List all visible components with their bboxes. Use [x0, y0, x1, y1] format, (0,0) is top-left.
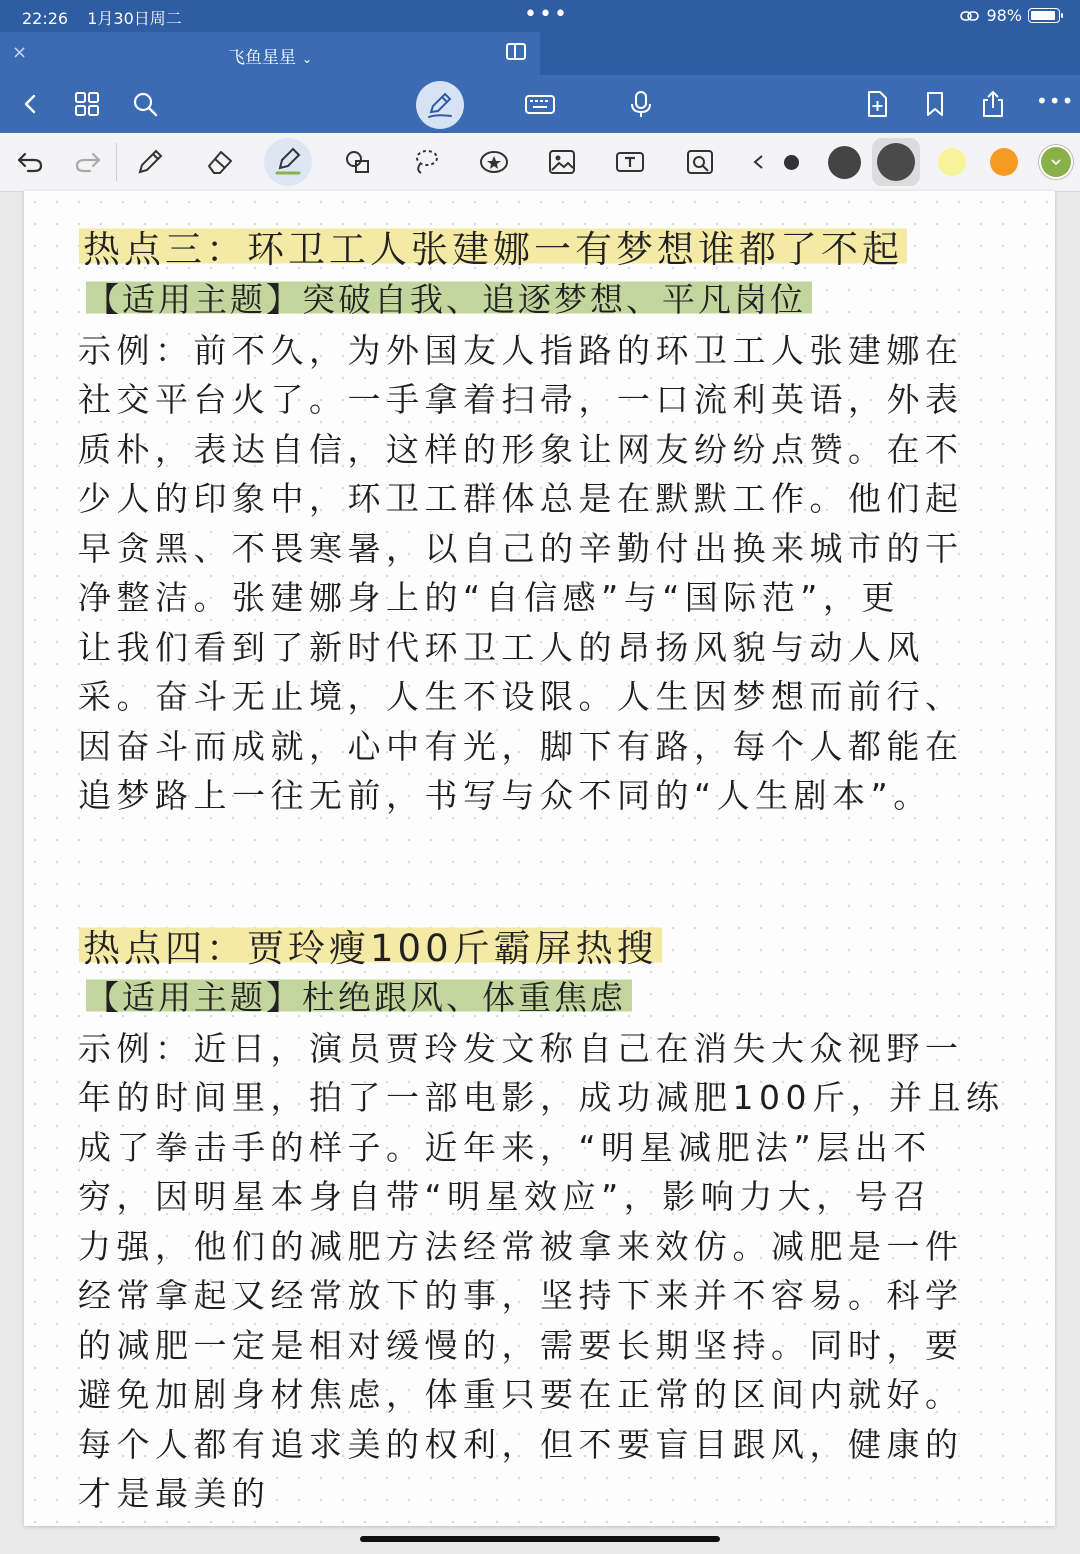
split-view-icon[interactable] [506, 43, 526, 60]
section4-line: 避免加剧身材焦虑，体重只要在正常的区间内就好。 [78, 1375, 964, 1414]
size-medium-swatch[interactable] [828, 146, 861, 179]
chevron-down-icon [1050, 158, 1062, 166]
pen-mode-button[interactable] [416, 81, 464, 129]
section3-heading: 热点三：环卫工人张建娜一有梦想谁都了不起 [79, 219, 907, 273]
section3-line: 让我们看到了新时代环卫工人的昂扬风貌与动人风 [78, 628, 925, 667]
microphone-icon[interactable] [626, 89, 656, 119]
zoom-icon[interactable] [684, 146, 716, 178]
section4-heading: 热点四：贾玲瘦100斤霸屏热搜 [79, 918, 662, 972]
status-right [960, 6, 1060, 25]
section4-line: 年的时间里，拍了一部电影，成功减肥100斤，并且练 [78, 1078, 1005, 1117]
section3-line: 示例：前不久，为外国友人指路的环卫工人张建娜在 [78, 331, 964, 370]
section3-subheading: 【适用主题】突破自我、追逐梦想、平凡岗位 [86, 274, 812, 321]
eraser-icon[interactable] [204, 146, 236, 178]
document-tab[interactable] [0, 32, 540, 75]
link-icon [960, 9, 980, 23]
close-tab-icon[interactable]: × [12, 42, 28, 63]
share-icon[interactable] [978, 89, 1008, 119]
section3-line: 因奋斗而成就，心中有光，脚下有路，每个人都能在 [78, 727, 964, 766]
highlighter-icon [272, 146, 304, 178]
pen-icon[interactable] [134, 146, 166, 178]
status-time: 22:26 [22, 9, 69, 28]
section3-line: 社交平台火了。一手拿着扫帚，一口流利英语，外表 [78, 380, 964, 419]
tab-title[interactable] [228, 43, 312, 68]
add-page-icon[interactable] [862, 89, 892, 119]
chevron-left-icon[interactable] [16, 89, 46, 119]
note-page[interactable] [24, 191, 1055, 1526]
section3-line: 采。奋斗无止境，人生不设限。人生因梦想而前行、 [78, 677, 964, 716]
section3-line: 质朴，表达自信，这样的形象让网友纷纷点赞。在不 [78, 430, 964, 469]
color-yellow-swatch[interactable] [938, 148, 966, 176]
status-date: 1月30日周二 [87, 9, 182, 28]
section4-line: 经常拿起又经常放下的事，坚持下来并不容易。科学 [78, 1276, 964, 1315]
section3-line: 少人的印象中，环卫工群体总是在默默工作。他们起 [78, 479, 964, 518]
shapes-icon[interactable] [342, 146, 374, 178]
undo-icon[interactable] [14, 146, 46, 178]
status-bar [0, 0, 1080, 32]
redo-icon[interactable] [72, 146, 104, 178]
multitask-dots[interactable]: ••• [524, 2, 569, 27]
sticker-icon[interactable] [478, 146, 510, 178]
section4-line: 成了拳击手的样子。近年来，“明星减肥法”层出不 [78, 1128, 932, 1167]
highlighter-button[interactable] [264, 138, 312, 186]
battery-level [1031, 11, 1055, 20]
keyboard-icon[interactable] [524, 89, 556, 119]
lasso-icon[interactable] [410, 146, 442, 178]
section4-line: 穷，因明星本身自带“明星效应”，影响力大，号召 [78, 1177, 932, 1216]
image-icon[interactable] [546, 146, 578, 178]
tool-separator [116, 143, 117, 181]
tab-title-text: 飞鱼星星 [228, 48, 296, 68]
grid-icon[interactable] [72, 89, 102, 119]
chevron-down-icon: ⌄ [302, 52, 313, 66]
tab-strip [0, 32, 1080, 75]
color-green-swatch[interactable] [1041, 147, 1071, 177]
chevron-left-icon[interactable] [750, 146, 766, 178]
bookmark-icon[interactable] [920, 89, 950, 119]
section3-line: 早贪黑、不畏寒暑，以自己的辛勤付出换来城市的干 [78, 529, 964, 568]
battery-icon [1028, 8, 1060, 23]
size-large-swatch[interactable] [877, 143, 915, 181]
section4-line: 力强，他们的减肥方法经常被拿来效仿。减肥是一件 [78, 1227, 964, 1266]
text-icon[interactable] [614, 146, 646, 178]
battery-percent: 98% [986, 6, 1022, 25]
size-small-swatch[interactable] [784, 155, 799, 170]
section4-line: 示例：近日，演员贾玲发文称自己在消失大众视野一 [78, 1029, 964, 1068]
section3-line: 追梦路上一往无前，书写与众不同的“人生剧本”。 [78, 776, 932, 815]
section4-line: 的减肥一定是相对缓慢的，需要长期坚持。同时，要 [78, 1326, 964, 1365]
section4-line: 每个人都有追求美的权利，但不要盲目跟风，健康的 [78, 1425, 964, 1464]
home-indicator[interactable] [360, 1536, 720, 1542]
section4-line: 才是最美的 [78, 1474, 271, 1513]
more-icon[interactable]: ••• [1036, 89, 1075, 113]
section3-line: 净整洁。张建娜身上的“自信感”与“国际范”，更 [78, 578, 900, 617]
top-toolbar [0, 75, 1080, 133]
pen-mode-icon [425, 90, 455, 120]
color-orange-swatch[interactable] [990, 148, 1018, 176]
status-left [22, 6, 196, 29]
search-icon[interactable] [130, 89, 160, 119]
tool-row [0, 133, 1080, 192]
section4-subheading: 【适用主题】杜绝跟风、体重焦虑 [86, 972, 632, 1019]
